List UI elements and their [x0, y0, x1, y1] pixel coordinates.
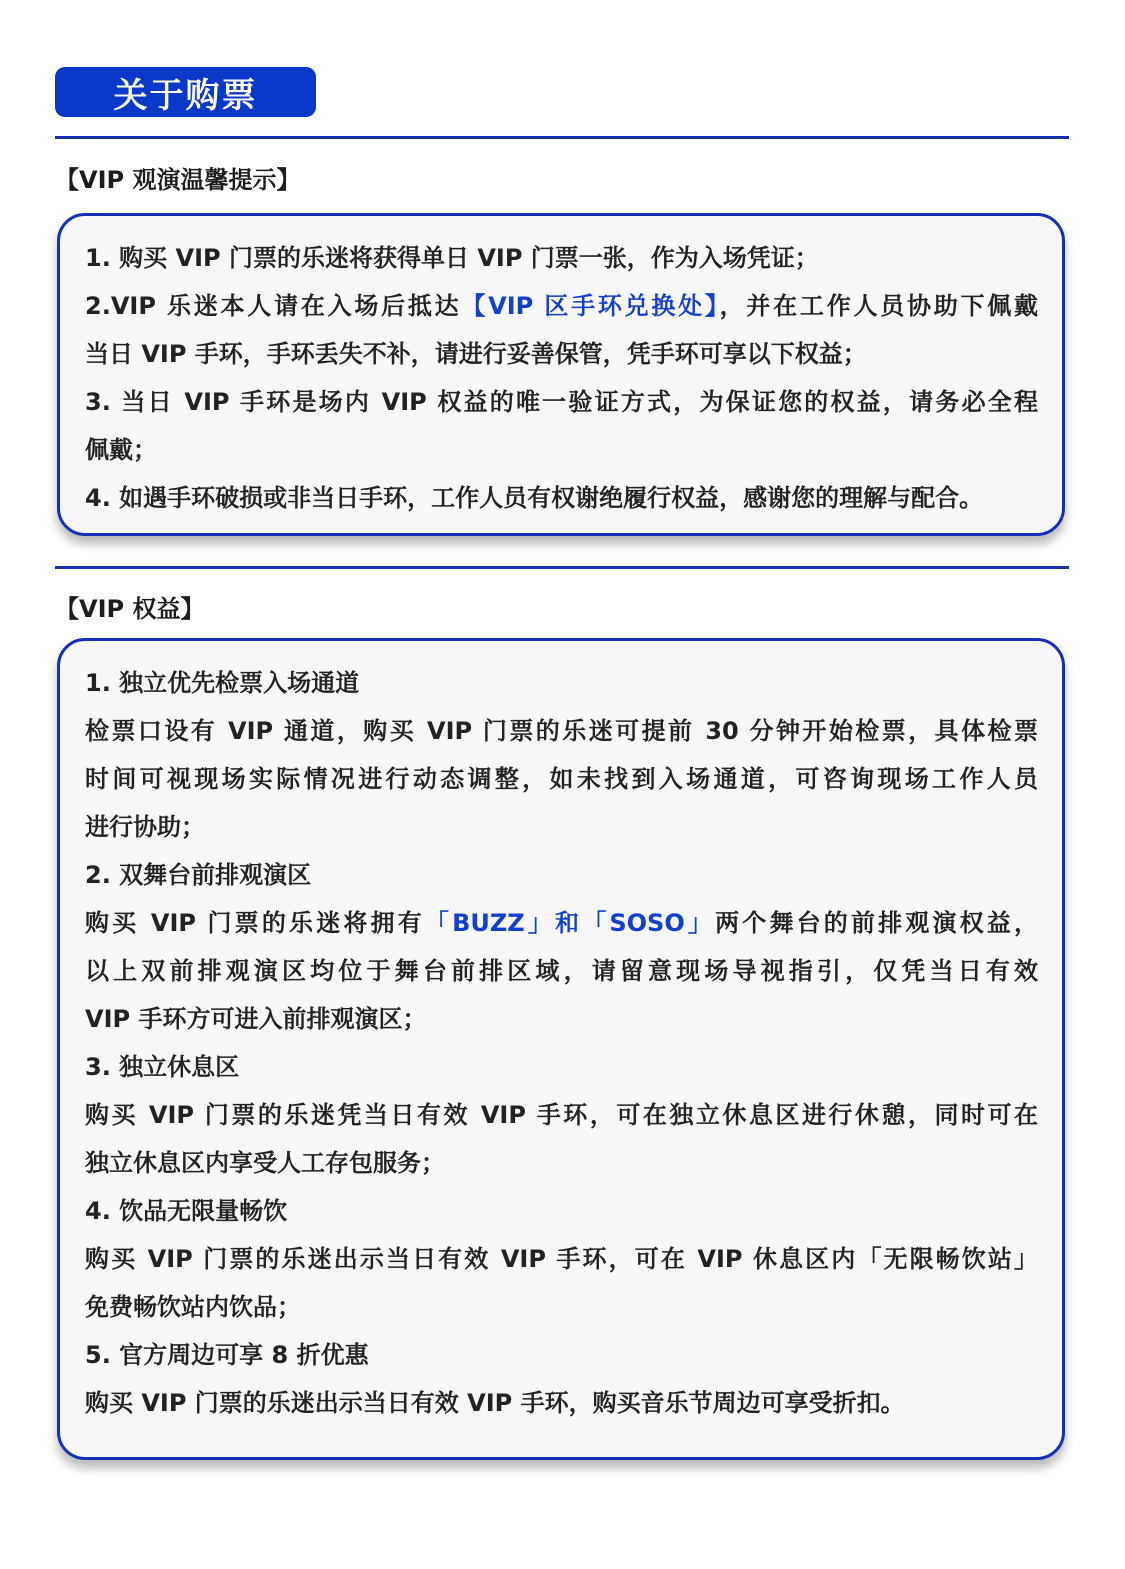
- notice-text: 2.VIP 乐迷本人请在入场后抵达: [85, 292, 462, 320]
- benefit-text: 以上双前排观演区均位于舞台前排区域，请留意现场导视指引，仅凭当日有效: [85, 957, 1038, 985]
- notice-line: 1. 购买 VIP 门票的乐迷将获得单日 VIP 门票一张，作为入场凭证；: [85, 244, 819, 272]
- benefit-text: 购买 VIP 门票的乐迷出示当日有效 VIP 手环，可在 VIP 休息区内「无限畅饮站」: [85, 1245, 1038, 1273]
- benefit-text: VIP 手环方可进入前排观演区；: [85, 1005, 427, 1033]
- notice-line: 3. 当日 VIP 手环是场内 VIP 权益的唯一验证方式，为保证您的权益，请务必全程: [85, 388, 1038, 416]
- notice-heading: 【VIP 观演温馨提示】: [55, 166, 301, 194]
- benefit-fragment: 购买 VIP 门票的乐迷将拥有: [85, 909, 425, 937]
- notice-text: ，并在工作人员协助下佩戴: [719, 292, 1039, 320]
- benefit-text: [85, 905, 1038, 953]
- stages-highlight: 「BUZZ」和「SOSO」: [424, 909, 716, 937]
- benefit-title: 5. 官方周边可享 8 折优惠: [85, 1341, 369, 1369]
- benefit-title: 4. 饮品无限量畅饮: [85, 1197, 288, 1225]
- page-title: 关于购票: [55, 67, 316, 117]
- benefit-text: 购买 VIP 门票的乐迷出示当日有效 VIP 手环，购买音乐节周边可享受折扣。: [85, 1389, 905, 1417]
- benefit-title: 3. 独立休息区: [85, 1053, 240, 1081]
- divider: [55, 566, 1069, 569]
- notice-line: 佩戴；: [85, 436, 157, 464]
- notice-line: 当日 VIP 手环，手环丢失不补，请进行妥善保管，凭手环可享以下权益；: [85, 340, 867, 368]
- divider: [55, 136, 1069, 139]
- benefit-text: 免费畅饮站内饮品；: [85, 1293, 301, 1321]
- benefit-text: 时间可视现场实际情况进行动态调整，如未找到入场通道，可咨询现场工作人员: [85, 765, 1038, 793]
- benefit-text: 购买 VIP 门票的乐迷凭当日有效 VIP 手环，可在独立休息区进行休憩，同时可在: [85, 1101, 1038, 1129]
- notice-card: [57, 213, 1065, 536]
- benefit-fragment: 两个舞台的前排观演权益，: [715, 909, 1039, 937]
- benefits-card: [57, 638, 1065, 1460]
- benefit-text: 进行协助；: [85, 813, 205, 841]
- benefit-text: 独立休息区内享受人工存包服务；: [85, 1149, 445, 1177]
- notice-line: 4. 如遇手环破损或非当日手环，工作人员有权谢绝履行权益，感谢您的理解与配合。: [85, 484, 984, 512]
- benefit-title: 1. 独立优先检票入场通道: [85, 669, 360, 697]
- benefit-text: 检票口设有 VIP 通道，购买 VIP 门票的乐迷可提前 30 分钟开始检票，具体检票: [85, 717, 1038, 745]
- notice-line: [85, 288, 1038, 336]
- exchange-point-highlight: 【VIP 区手环兑换处】: [461, 292, 720, 320]
- benefits-heading: 【VIP 权益】: [55, 595, 205, 623]
- benefit-title: 2. 双舞台前排观演区: [85, 861, 312, 889]
